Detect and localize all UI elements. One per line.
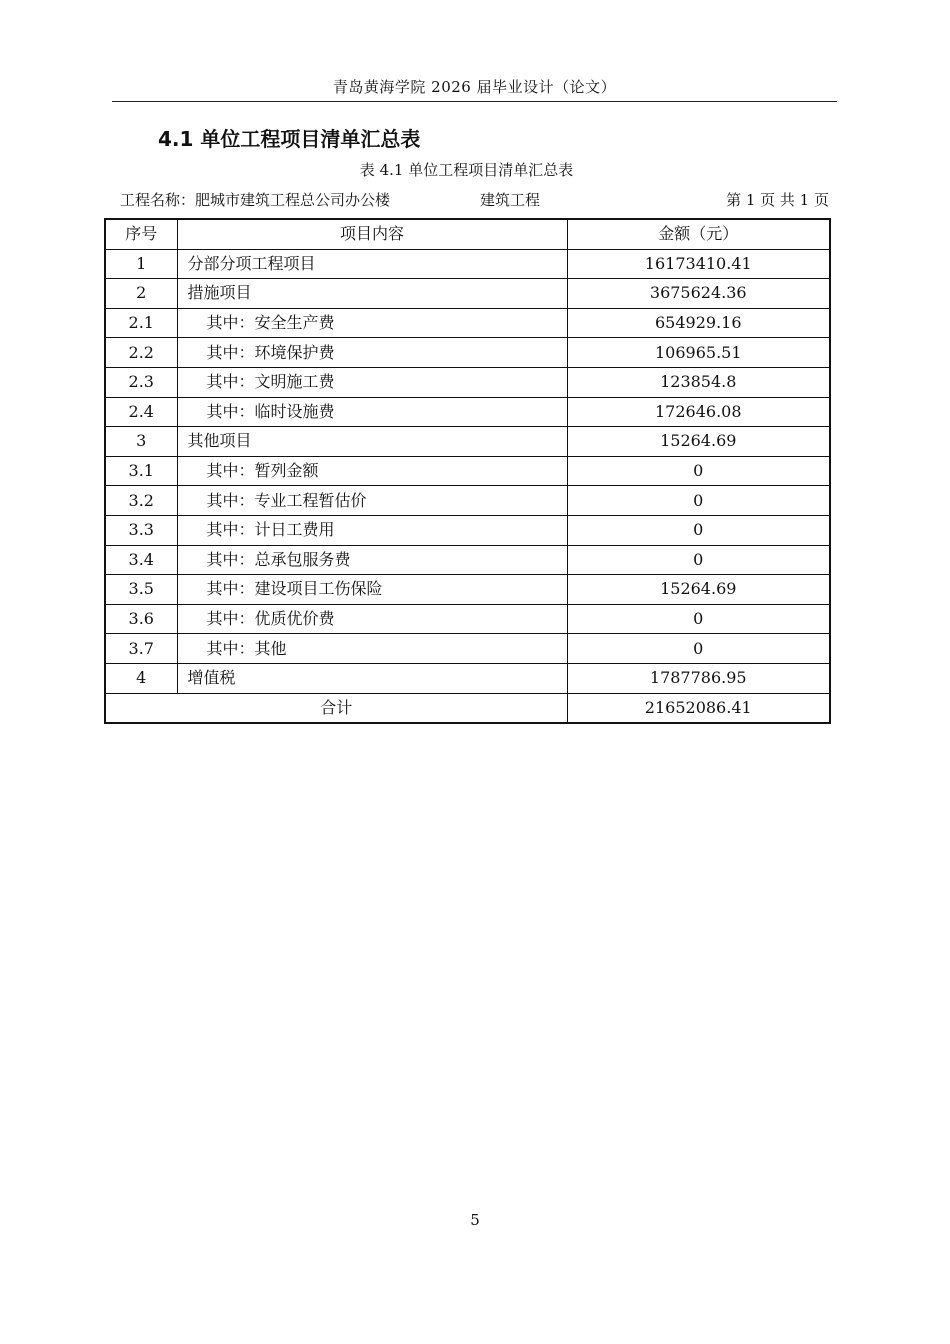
column-header-no: 序号 [105, 219, 177, 249]
section-title: 4.1 单位工程项目清单汇总表 [158, 127, 421, 151]
row-number: 2.2 [105, 338, 177, 368]
row-number: 3.6 [105, 604, 177, 634]
total-label: 合计 [105, 693, 567, 723]
page-number: 5 [470, 1211, 480, 1229]
row-item: 其中：环境保护费 [177, 338, 567, 368]
table-row [105, 575, 830, 605]
table-row [105, 663, 830, 693]
table-row [105, 515, 830, 545]
row-item: 其中：建设项目工伤保险 [177, 575, 567, 605]
project-name: 工程名称：肥城市建筑工程总公司办公楼 [120, 191, 391, 209]
pagination-label: 第 1 页 共 1 页 [726, 191, 829, 209]
row-amount: 0 [567, 545, 830, 575]
row-amount: 0 [567, 486, 830, 516]
table-row [105, 486, 830, 516]
row-item: 分部分项工程项目 [177, 249, 567, 279]
row-item: 增值税 [177, 663, 567, 693]
row-item: 其中：安全生产费 [177, 308, 567, 338]
row-item: 其中：文明施工费 [177, 367, 567, 397]
row-number: 3.1 [105, 456, 177, 486]
table-body [105, 249, 830, 693]
row-amount: 0 [567, 456, 830, 486]
row-amount: 0 [567, 604, 830, 634]
row-number: 3.7 [105, 634, 177, 664]
row-amount: 16173410.41 [567, 249, 830, 279]
row-number: 3.4 [105, 545, 177, 575]
row-amount: 106965.51 [567, 338, 830, 368]
table-meta-row [104, 189, 829, 213]
header-rule [112, 101, 837, 102]
row-amount: 0 [567, 515, 830, 545]
table-row [105, 397, 830, 427]
row-amount: 1787786.95 [567, 663, 830, 693]
row-item: 其中：总承包服务费 [177, 545, 567, 575]
table-row [105, 545, 830, 575]
row-item: 其中：专业工程暂估价 [177, 486, 567, 516]
row-number: 1 [105, 249, 177, 279]
column-header-item: 项目内容 [177, 219, 567, 249]
row-amount: 3675624.36 [567, 279, 830, 309]
row-amount: 654929.16 [567, 308, 830, 338]
row-item: 其中：其他 [177, 634, 567, 664]
table-row [105, 367, 830, 397]
row-amount: 0 [567, 634, 830, 664]
table-row [105, 456, 830, 486]
table-row [105, 604, 830, 634]
table-row [105, 427, 830, 457]
row-number: 4 [105, 663, 177, 693]
row-number: 2 [105, 279, 177, 309]
total-amount: 21652086.41 [567, 693, 830, 723]
row-amount: 172646.08 [567, 397, 830, 427]
row-item: 其中：优质优价费 [177, 604, 567, 634]
column-header-amount: 金额（元） [567, 219, 830, 249]
row-item: 其中：计日工费用 [177, 515, 567, 545]
row-number: 3.2 [105, 486, 177, 516]
row-number: 2.4 [105, 397, 177, 427]
page-header: 青岛黄海学院 2026 届毕业设计（论文） [332, 78, 617, 96]
table-row [105, 249, 830, 279]
table-row [105, 279, 830, 309]
table-row [105, 338, 830, 368]
total-row [105, 693, 830, 723]
row-item: 措施项目 [177, 279, 567, 309]
row-number: 3.3 [105, 515, 177, 545]
row-amount: 15264.69 [567, 575, 830, 605]
row-amount: 123854.8 [567, 367, 830, 397]
table-row [105, 634, 830, 664]
row-number: 2.3 [105, 367, 177, 397]
row-number: 3 [105, 427, 177, 457]
table-header-row [105, 219, 830, 249]
row-amount: 15264.69 [567, 427, 830, 457]
table-caption: 表 4.1 单位工程项目清单汇总表 [359, 161, 574, 179]
table-row [105, 308, 830, 338]
row-item: 其中：暂列金额 [177, 456, 567, 486]
row-number: 2.1 [105, 308, 177, 338]
row-number: 3.5 [105, 575, 177, 605]
summary-table [104, 218, 831, 724]
row-item: 其他项目 [177, 427, 567, 457]
project-category: 建筑工程 [480, 191, 541, 209]
row-item: 其中：临时设施费 [177, 397, 567, 427]
